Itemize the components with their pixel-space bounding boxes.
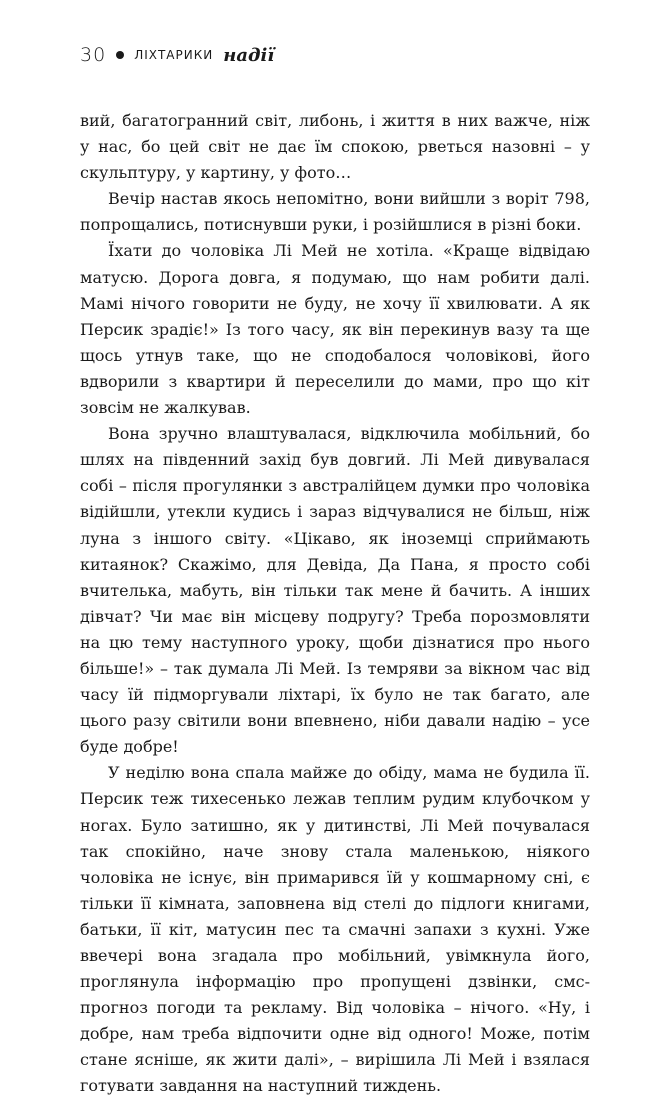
body-text — [80, 108, 590, 1100]
paragraph-4: Вона зручно влаштувалася, відключила мобільний, бо шлях на південний захід був довгий. Лі Мей дивувалася собі – після прогулянки з австралійцем думки про чоловіка відійшли, утекли кудись і зараз відчувалися не більш, ніж луна з іншого світу. «Цікаво, як іноземці сприймають китаянок? Скажімо, для Девіда, Да Пана, я просто собі вчителька, мабуть, він тільки так мене й бачить. А інших дівчат? Чи має він місцеву подругу? Треба порозмовляти на цю тему наступного уроку, щоби дізнатися про нього більше!» – так думала Лі Мей. Із темряви за вікном час від часу їй підморгували ліхтарі, їх було не так багато, але цього разу світили вони впевнено, ніби давали надію – усе буде добре! — [80, 424, 590, 757]
book-title-part1: ЛІХТАРИКИ — [134, 48, 214, 62]
paragraph-1: вий, багатогранний світ, либонь, і життя в них важче, ніж у нас, бо цей світ не дає їм спокою, рветься назовні – у скульптуру, у картину, у фото… — [80, 111, 590, 183]
bullet-separator — [116, 51, 124, 59]
paragraph-3: Їхати до чоловіка Лі Мей не хотіла. «Краще відвідаю матусю. Дорога довга, я подумаю, що нам робити далі. Мамі нічого говорити не буду, не хочу її хвилювати. А як Персик зрадіє!» Із того часу, як він перекинув вазу та ще щось утнув таке, що не сподобалося чоловікові, його вдворили з квартири й переселили до мами, про що кіт зовсім не жалкував. — [80, 241, 590, 418]
paragraph-2: Вечір настав якось непомітно, вони вийшли з воріт 798, попрощались, потиснувши руки, і розійшлися в різні боки. — [80, 189, 590, 235]
book-title-part2: надії — [223, 44, 275, 66]
page-number: 30 — [80, 44, 107, 66]
running-header — [80, 40, 274, 70]
paragraph-5: У неділю вона спала майже до обіду, мама не будила її. Персик теж тихесенько лежав теплим рудим клубочком у ногах. Було затишно, як у дитинстві, Лі Мей почувалася так спокійно, наче знову стала маленькою, ніякого чоловіка не існує, він примарився їй у кошмарному сні, є тільки її кімната, заповнена від стелі до підлоги книгами, батьки, її кіт, матусин пес та смачні запахи з кухні. Уже ввечері вона згадала про мобільний, увімкнула його, проглянула інформацію про пропущені дзвінки, смс-прогноз погоди та рекламу. Від чоловіка – нічого. «Ну, і добре, нам треба відпочити одне від одного! Може, потім стане ясніше, як жити далі», – вирішила Лі Мей і взялася готувати завдання на наступний тиждень. — [80, 763, 590, 1096]
